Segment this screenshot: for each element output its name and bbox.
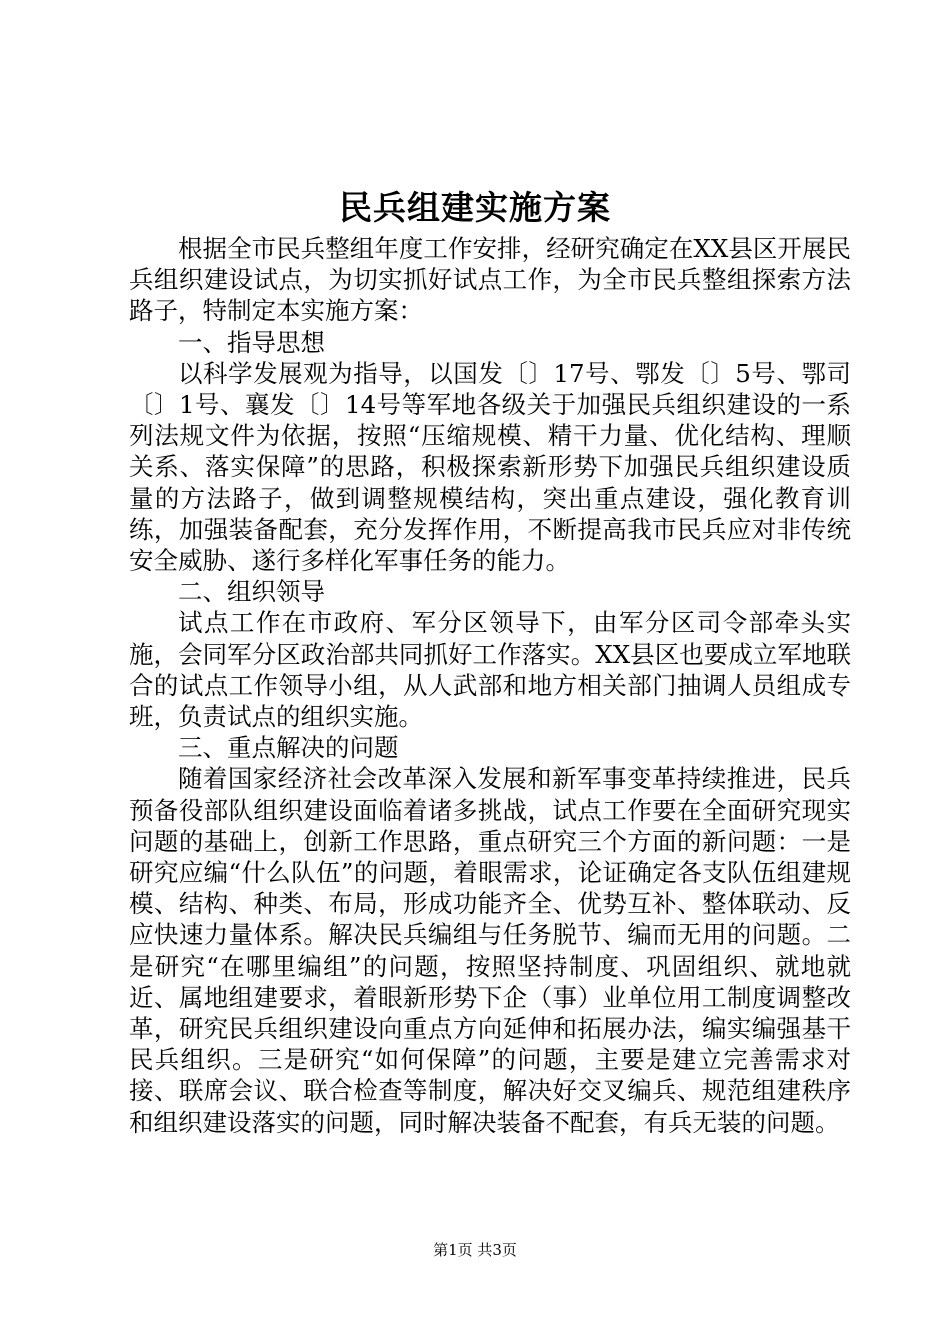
section-heading-leadership: 二、组织领导 [178, 577, 325, 607]
document-body [129, 233, 851, 1138]
section-heading-guiding-thought: 一、指导思想 [178, 327, 325, 357]
guiding-thought-paragraph: 以科学发展观为指导，以国发〔〕17号、鄂发〔〕5号、鄂司〔〕1号、襄发〔〕14号等军地各级关于加强民兵组织建设的一系列法规文件为依据，按照“压缩规模、精干力量、优化结构、理顺关系、落实保障”的思路，积极探索新形势下加强民兵组织建设质量的方法路子，做到调整规模结构，突出重点建设，强化教育训练，加强装备配套，充分发挥作用，不断提高我市民兵应对非传统安全威胁、遂行多样化军事任务的能力。 [129, 358, 851, 576]
page-number-footer: 第1页 共3页 [433, 1241, 517, 1259]
section-heading-key-problems: 三、重点解决的问题 [178, 733, 399, 763]
intro-paragraph: 根据全市民兵整组年度工作安排，经研究确定在XX县区开展民兵组织建设试点，为切实抓好试点工作，为全市民兵整组探索方法路子，特制定本实施方案： [129, 234, 851, 326]
leadership-paragraph: 试点工作在市政府、军分区领导下，由军分区司令部牵头实施，会同军分区政治部共同抓好工作落实。XX县区也要成立军地联合的试点工作领导小组，从人武部和地方相关部门抽调人员组成专班，负责试点的组织实施。 [129, 608, 851, 732]
document-title: 民兵组建实施方案 [339, 188, 611, 227]
key-problems-paragraph: 随着国家经济社会改革深入发展和新军事变革持续推进，民兵预备役部队组织建设面临着诸多挑战，试点工作要在全面研究现实问题的基础上，创新工作思路，重点研究三个方面的新问题：一是研究应编“什么队伍”的问题，着眼需求，论证确定各支队伍组建规模、结构、种类、布局，形成功能齐全、优势互补、整体联动、反应快速力量体系。解决民兵编组与任务脱节、编而无用的问题。二是研究“在哪里编组”的问题，按照坚持制度、巩固组织、就地就近、属地组建要求，着眼新形势下企（事）业单位用工制度调整改革，研究民兵组织建设向重点方向延伸和拓展办法，编实编强基干民兵组织。三是研究“如何保障”的问题，主要是建立完善需求对接、联席会议、联合检查等制度，解决好交叉编兵、规范组建秩序和组织建设落实的问题，同时解决装备不配套，有兵无装的问题。 [129, 764, 851, 1137]
